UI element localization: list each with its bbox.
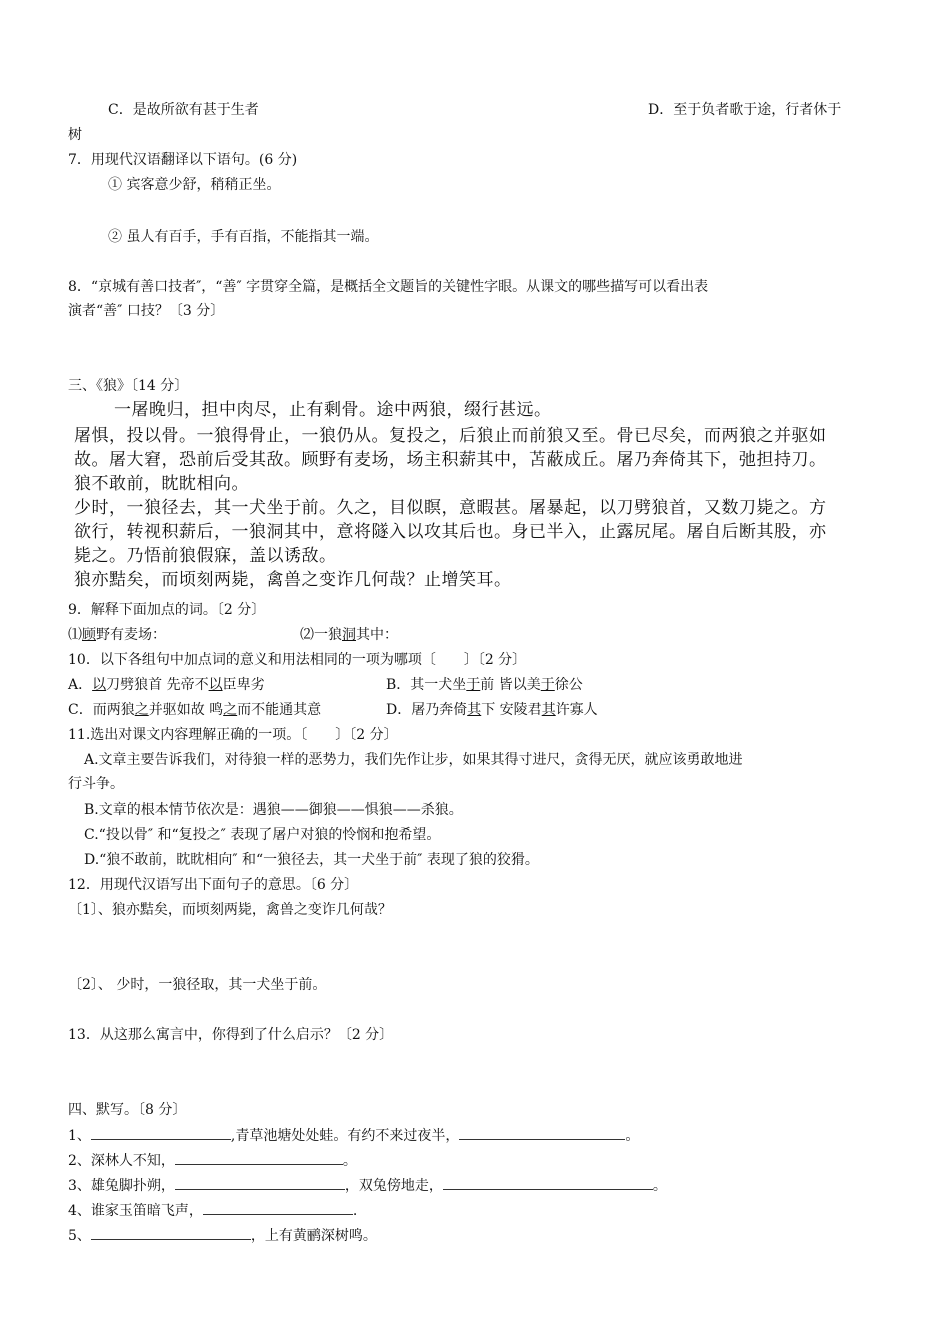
- answer-blank[interactable]: [91, 1225, 251, 1240]
- q12-sentence-1: 〔1〕、狼亦黠矣，而顷刻两毙，禽兽之变诈几何哉？: [68, 902, 392, 918]
- q11-option-c: C.“投以骨″ 和“复投之″ 表现了屠户对狼的怜悯和抱希望。: [84, 827, 441, 843]
- q11-option-b: B.文章的根本情节依次是：遇狼——御狼——惧狼——杀狼。: [84, 802, 463, 818]
- q11-option-a: A.文章主要告诉我们，对待狼一样的恶势力，我们先作让步，如果其得寸进尺，贪得无厌，就应该勇敢地进: [84, 752, 743, 768]
- q10-option-a: A．以刀劈狼首 先帝不以臣卑劣: [68, 677, 265, 693]
- q11-stem: 11.选出对课文内容理解正确的一项。〔 〕〔2 分〕: [68, 727, 398, 743]
- q11-option-a-continued: 行斗争。: [68, 776, 124, 792]
- answer-blank[interactable]: [459, 1125, 625, 1140]
- dictation-line-1: 1、 ,青草池塘处处蛙。有约不来过夜半， 。: [68, 1125, 639, 1146]
- q10-option-b: B．其一犬坐于前 皆以美于徐公: [386, 677, 583, 693]
- passage-line: 少时，一狼径去，其一犬坐于前。久之，目似瞑，意暇甚。屠暴起，以刀劈狼首，又数刀毙之。方: [74, 498, 827, 518]
- q10-option-d: D．屠乃奔倚其下 安陵君其许寡人: [386, 702, 598, 718]
- passage-line: 一屠晚归，担中肉尽，止有剩骨。途中两狼，缀行甚远。: [114, 400, 552, 420]
- q6-option-d: D．至于负者歌于途，行者休于: [648, 102, 842, 118]
- passage-line: 故。屠大窘，恐前后受其敌。顾野有麦场，场主积薪其中，苫蔽成丘。屠乃奔倚其下，弛担持刀。: [74, 450, 827, 470]
- passage-line: 屠惧，投以骨。一狼得骨止，一狼仍从。复投之，后狼止而前狼又至。骨已尽矣，而两狼之并驱如: [74, 426, 827, 446]
- q13-stem: 13．从这那么寓言中，你得到了什么启示？〔2 分〕: [68, 1027, 394, 1043]
- q11-option-d: D.“狼不敢前，眈眈相向″ 和“一狼径去，其一犬坐于前″ 表现了狼的狡猾。: [84, 852, 539, 868]
- passage-line: 狼不敢前，眈眈相向。: [74, 474, 249, 494]
- q9-stem: 9．解释下面加点的词。〔2 分〕: [68, 602, 266, 618]
- q12-stem: 12．用现代汉语写出下面句子的意思。〔6 分〕: [68, 877, 359, 893]
- q10-stem: 10．以下各组句中加点词的意义和用法相同的一项为哪项〔 〕〔2 分〕: [68, 652, 527, 668]
- answer-blank[interactable]: [175, 1175, 345, 1190]
- answer-blank[interactable]: [175, 1150, 343, 1165]
- passage-line: 狼亦黠矣，而顷刻两毙，禽兽之变诈几何哉？止增笑耳。: [74, 570, 512, 590]
- answer-blank[interactable]: [91, 1125, 231, 1140]
- q7-sentence-2: ② 虽人有百手，手有百指，不能指其一端。: [108, 229, 379, 245]
- dictation-line-2: 2、深林人不知， 。: [68, 1150, 357, 1171]
- q6-option-c: C．是故所欲有甚于生者: [108, 102, 259, 118]
- q12-sentence-2: 〔2〕、 少时，一狼径取，其一犬坐于前。: [68, 977, 327, 993]
- section-4-header: 四、默写。〔8 分〕: [68, 1102, 187, 1118]
- q7-stem: 7．用现代汉语翻译以下语句。(6 分): [68, 152, 298, 168]
- section-3-header: 三、《狼》〔14 分〕: [68, 378, 189, 394]
- dictation-line-4: 4、谁家玉笛暗飞声， .: [68, 1200, 357, 1221]
- answer-blank[interactable]: [203, 1200, 353, 1215]
- passage-line: 毙之。乃悟前狼假寐，盖以诱敌。: [74, 546, 337, 566]
- q7-sentence-1: ① 宾客意少舒，稍稍正坐。: [108, 177, 281, 193]
- dictation-line-3: 3、雄兔脚扑朔， ，双兔傍地走， 。: [68, 1175, 667, 1196]
- answer-blank[interactable]: [443, 1175, 653, 1190]
- dictation-line-5: 5、 ，上有黄鹂深树鸣。: [68, 1225, 377, 1246]
- q9-item-1: ⑴顾野有麦场：: [68, 627, 166, 643]
- q6-option-d-continued: 树: [68, 127, 82, 143]
- passage-line: 欲行，转视积薪后，一狼洞其中，意将隧入以攻其后也。身已半入，止露尻尾。屠自后断其股，亦: [74, 522, 827, 542]
- q8-stem-line-1: 8．“京城有善口技者″，“善″ 字贯穿全篇，是概括全文题旨的关键性字眼。从课文的哪些描写可以看出表: [68, 279, 709, 295]
- q8-stem-line-2: 演者“善″ 口技？〔3 分〕: [68, 303, 225, 319]
- q10-option-c: C．而两狼之并驱如故 鸣之而不能通其意: [68, 702, 322, 718]
- q9-item-2: ⑵一狼洞其中：: [300, 627, 398, 643]
